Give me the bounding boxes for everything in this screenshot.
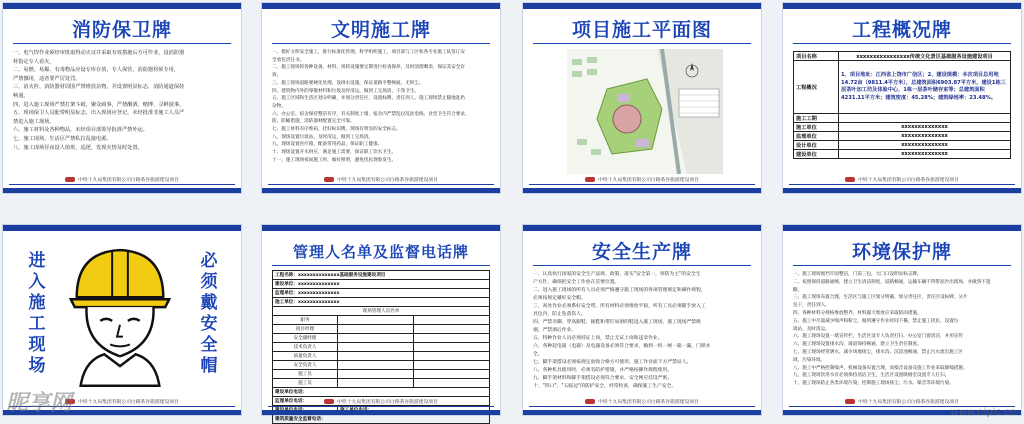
- role-cell: 施工员: [273, 370, 338, 379]
- empty-cell: [338, 334, 414, 343]
- rule-line: 八、施工现场昼夜设人值班，巡逻，发现火情及时处置。: [13, 144, 143, 151]
- company-logo: [585, 177, 595, 182]
- rule-line: 杂物。: [272, 103, 286, 109]
- role-cell: 项目经理: [273, 325, 338, 334]
- rule-line: 一、电气焊作业须经审批取得动火证并采取有效措施后方可作业，设消防器: [13, 50, 185, 56]
- empty-cell: [338, 325, 414, 334]
- table-row: [273, 280, 490, 289]
- rule-line: 包干，责任到人。: [793, 303, 830, 309]
- row-label: 建设单位: [794, 150, 839, 159]
- company-logo: [585, 399, 595, 404]
- row-label: 设计单位: [794, 141, 839, 150]
- board-project-overview: [783, 3, 1021, 193]
- empty-cell: [338, 343, 414, 352]
- list-caption: 现场管理人员名单: [273, 307, 490, 316]
- rule-line: 一、模好文明安全施工，推行标准化管理，科学组织施工，项目部与工区和各专业施工队签订安: [272, 50, 465, 55]
- empty-cell: [413, 370, 489, 379]
- role-cell: 技术负责人: [273, 343, 338, 352]
- board-managers-hotline: [262, 225, 500, 422]
- bottom-band: [783, 188, 1021, 193]
- rule-line: 二、按照保持道路通畅，建立卫生清洁制度，道路畅通，运输车辆不得带泥沙出现场，并做到不遗: [793, 279, 991, 285]
- table-row: [794, 61, 1011, 114]
- rule-line: 六、办公室、宿舍保持整洁有序，有关制度上墙，宿舍内严禁乱拉乱扯电线、食堂卫生符合要求，: [272, 111, 470, 117]
- company-logo: [845, 399, 855, 404]
- rule-line: 域，污染环境。: [793, 357, 826, 363]
- overview-table: [793, 51, 1011, 159]
- footer-text: 中铁十九局集团有限公司白路茶谷旅游建设项目: [78, 178, 179, 183]
- rule-line: 一、施工现场围挡牢固整洁，门前三包，大门口设明显标志牌。: [793, 272, 922, 277]
- rule-line: 二、易燃、易爆、有毒物品应设专库存放，专人保管，消防器材须专用，: [13, 67, 180, 74]
- board-title: 项目施工平面图: [571, 19, 712, 41]
- empty-cell: [413, 379, 489, 388]
- divider: [272, 265, 490, 266]
- rule-line: 烟，严禁酒后作业。: [533, 328, 577, 333]
- rule-line: 三、高处作业必须系好安全带，所有材料必须堆放平稳，所有工具必须随手放入工: [533, 304, 706, 309]
- phone-label: 建设单位电话：: [273, 388, 490, 397]
- rule-line: 七、施工材料有序堆码，挂好标识牌，现场有明显的安全标志。: [272, 127, 401, 133]
- rule-line: 严禁挪用，违者要严厉处罚。: [13, 75, 81, 82]
- table-row: [273, 325, 490, 334]
- rules-text: [533, 271, 751, 391]
- rule-line: 产方针，确保把安全工作放在首要位置。: [533, 280, 620, 285]
- field-label: 建设单位：: [275, 282, 298, 287]
- rule-line: 具包内，防止坠落伤人。: [533, 312, 586, 317]
- rule-line: 八、现场设置垃圾站，及时清运，做到工完场清。: [272, 134, 374, 140]
- divider: [268, 184, 494, 185]
- footer: [523, 176, 761, 183]
- rule-line: 全承包责任书。: [272, 57, 305, 63]
- company-logo: [324, 177, 334, 182]
- divider: [268, 406, 494, 407]
- divider: [789, 184, 1015, 185]
- rule-line: 十一、施工现场夜间施工时，做好照明，避免扰民现象发生。: [272, 157, 397, 163]
- rule-line: 畅通。: [13, 92, 29, 99]
- row-value: [839, 114, 1011, 123]
- field-label: 工程名称：: [275, 273, 298, 278]
- empty-cell: [413, 325, 489, 334]
- company-logo: [324, 399, 334, 404]
- field-value: xxxxxxxxxxxxxx: [297, 282, 340, 287]
- rule-line: 禁进入施工现场。: [13, 118, 55, 125]
- bottom-band: [523, 188, 761, 193]
- table-row: [273, 415, 490, 424]
- rule-line: 五、施工区域和生活区划分明确，并划分责任区，设置标牌，责任到人，施工现场禁止随地乱扔: [272, 96, 465, 102]
- head-cell: [273, 289, 490, 298]
- rule-line: 二、施工现场的各种设备、材料、周转设施要定期进行检查保养，及时清理剩余，保证其安全有: [272, 65, 465, 71]
- footer-text: 中铁十九局集团有限公司白路茶谷旅游建设项目: [337, 400, 438, 405]
- rule-line: 十、现场设置开水供应，满足施工需要，保证职工饮水卫生。: [272, 150, 397, 156]
- rule-line: 一、认真执行国家的安全生产法规、政策，落实"安全第一，预防为主"的安全生: [533, 272, 701, 277]
- rule-line: 四、各种材料分规格堆放整齐，材料露天堆放应采取防雨措施。: [793, 310, 922, 316]
- column-header: 职务: [273, 316, 338, 325]
- head-cell: [273, 280, 490, 289]
- vertical-text-left: 进 入 施 工 现 场: [28, 251, 46, 376]
- rule-line: 九、施工现场饮用水有必须保持清洁卫生，生活区设置吸烟室设置专人打扫。: [793, 373, 950, 379]
- table-row: [794, 150, 1011, 159]
- footer-text: 中铁十九局集团有限公司白路茶谷旅游建设项目: [598, 400, 699, 405]
- footer-text: 中铁十九局集团有限公司白路茶谷旅游建设项目: [78, 400, 179, 405]
- board-civilized-construction: [262, 3, 500, 193]
- field-value: xxxxxxxxxxxxxx基础服务设施建设项目: [297, 273, 386, 278]
- head-cell: [273, 298, 490, 307]
- rule-line: 五、施工中尽量减少噪声和粉尘，做到遵守作业时间下操，禁止施工扰民、设置垃: [793, 318, 959, 324]
- rules-text: [272, 49, 490, 165]
- rule-line: 必须按规定戴好安全帽。: [533, 296, 586, 301]
- table-row: [273, 361, 490, 370]
- divider: [533, 265, 751, 266]
- rule-line: 五、现场保卫人员配带明显标志，出入现场应登记，未经批准非施工人员严: [13, 110, 185, 117]
- footer: [262, 398, 500, 405]
- row-value: xxxxxxxxxxxxxx: [839, 123, 1011, 132]
- divider: [9, 184, 235, 185]
- board-title: 消防保卫牌: [71, 19, 172, 41]
- row-label: 工程概况: [794, 61, 839, 114]
- divider: [272, 43, 490, 44]
- field-label: 监理单位：: [275, 291, 298, 296]
- head-cell: [273, 271, 490, 280]
- empty-cell: [413, 361, 489, 370]
- rule-line: 四、建筑物内外的零散材料和垃圾及时清运，做到工完场清，干净卫生。: [272, 88, 420, 94]
- empty-cell: [338, 352, 414, 361]
- board-title: 文明施工牌: [330, 19, 431, 41]
- rule-line: 三、施工现场布置合理，生活区与施工区划分明确，划分责任区，责任区设标牌，分片: [793, 295, 968, 301]
- empty-cell: [338, 379, 414, 388]
- footer: [523, 398, 761, 405]
- divider: [13, 43, 231, 44]
- table-row: [273, 352, 490, 361]
- empty-cell: [413, 343, 489, 352]
- board-title: 工程概况牌: [851, 19, 952, 41]
- rule-line: 七、施工现场、生活区严禁私拉乱接电源。: [13, 135, 112, 142]
- row-value: xxxxxxxxxxxxxxxx传统文化景区基础服务设施建设项目: [839, 52, 1011, 61]
- rule-line: 圾站，及时清运。: [793, 326, 830, 332]
- divider: [533, 43, 751, 44]
- rule-line: 全。: [533, 352, 543, 357]
- empty-cell: [338, 370, 414, 379]
- worker-portrait-icon: [61, 237, 179, 387]
- table-row: [273, 271, 490, 280]
- row-value: xxxxxxxxxxxxxx: [839, 141, 1011, 150]
- row-value: xxxxxxxxxxxxxx: [839, 150, 1011, 159]
- rule-line: 撒。: [793, 287, 803, 293]
- rule-line: 九、脚手架材料和脚手架搭设必须符合要求，安全网应挂设严密。: [533, 376, 673, 381]
- table-row: [273, 388, 490, 397]
- rule-line: 八、各种机具使用时，必须有防护措施，并严格按操作规程使用。: [533, 368, 673, 373]
- rule-line: 十、"四口"、"五临边"的防护安全，经常检查，确保施工生产安全。: [533, 384, 677, 389]
- table-row: [273, 316, 490, 325]
- table-row: [273, 307, 490, 316]
- rule-line: 三、消火栓、消防器材周围严禁堆放杂物，并设置明显标志，消防通道保持: [13, 84, 185, 91]
- board-environment: [783, 225, 1021, 415]
- watermark-url: www.nipic.cn: [950, 407, 1016, 418]
- row-value: 1、项目地址：江西省上饶市广信区；2、建设规模：本次项目总用地14.72亩（9811.4平方米），总建筑面积6903.87平方米，建设1栋三层茶叶加工坊及体验中心，1栋一层茶叶储存室等；总建筑面积4231.11平方米；建筑密度：45.28%；建筑绿地率：23.48%。: [839, 61, 1011, 114]
- board-fire-security: [3, 3, 241, 193]
- row-label: 项目名称: [794, 52, 839, 61]
- rule-line: 三、施工现场道路要硬化处理，设排水设施，保证道路平整畅通，无积尘。: [272, 80, 424, 86]
- footer: [262, 176, 500, 183]
- bottom-band: [3, 188, 241, 193]
- footer-text: 中铁十九局集团有限公司白路茶谷旅游建设项目: [858, 178, 959, 183]
- table-row: [794, 52, 1011, 61]
- empty-cell: [338, 316, 414, 325]
- row-label: 施工单位: [794, 123, 839, 132]
- company-logo: [65, 177, 75, 182]
- rule-line: 六、各种起电箱（电器）及电器设备必须符合要求，做到一机一闸一箱一漏，门锁并: [533, 344, 711, 349]
- rule-line: 八、施工中严格控制噪声，机械设备布置合理，高噪音设备及施工作业采取降噪措施。: [793, 365, 968, 371]
- table-row: [273, 343, 490, 352]
- field-label: 施工单位：: [275, 300, 298, 305]
- rule-line: 六、施工现场设置一堵宣传栏，生活区设专人负责打扫，办公室门窗清洁，并用宣传: [793, 334, 963, 340]
- watermark: 昵享网: [6, 391, 73, 416]
- row-label: 监理单位: [794, 132, 839, 141]
- bottom-band: [262, 188, 500, 193]
- field-value: xxxxxxxxxxxxxx: [297, 300, 340, 305]
- empty-cell: [413, 352, 489, 361]
- rule-line: 五、特种作业人员必须持证上岗，禁止无证上岗和违章作业。: [533, 336, 663, 341]
- rule-line: 防、防蝇措施，消防器材配置完全可靠。: [272, 119, 355, 125]
- divider: [529, 184, 755, 185]
- board-title: 管理人名单及监督电话牌: [292, 243, 469, 261]
- rule-line: 六、施工现场设置排水沟，坡道保持畅通，建立卫生责任制度。: [793, 342, 922, 348]
- divider: [793, 43, 1011, 44]
- table-row: [794, 141, 1011, 150]
- board-title: 安全生产牌: [591, 241, 692, 263]
- rule-line: 七、施工现场经常洒水，减少场地扬尘，排水沟、沉淀池畅通，禁止污水流出施工区: [793, 349, 963, 355]
- table-row: [794, 132, 1011, 141]
- divider: [793, 265, 1011, 266]
- board-site-plan: [523, 3, 761, 193]
- rule-line: 六、施工材料及各种物品，未经项目部领导批准严禁外运。: [13, 127, 148, 134]
- table-row: [273, 334, 490, 343]
- field-value: xxxxxxxxxxxxxx: [297, 291, 340, 296]
- role-cell: 施工员: [273, 379, 338, 388]
- rules-text: [793, 271, 1011, 388]
- rule-line: 十、施工现场防止各类环境污染，控制施工现场扬尘、污水、噪音等环境污染。: [793, 381, 954, 387]
- role-cell: 安全副经理: [273, 334, 338, 343]
- board-title: 环境保护牌: [851, 241, 952, 263]
- divider: [529, 406, 755, 407]
- footer: [783, 398, 1021, 405]
- phone-label: 建筑质量安全监督电话：: [273, 415, 490, 424]
- site-plan-map: [567, 49, 723, 174]
- rule-line: 四、严禁赤脚、穿高跟鞋、拖鞋和带钉易滑的鞋进入施工现场，施工现场严禁吸: [533, 320, 701, 325]
- rule-line: 效。: [272, 73, 282, 79]
- table-row: [273, 289, 490, 298]
- vertical-text-right: 必 须 戴 安 全 帽: [200, 251, 218, 376]
- bottom-band: [262, 410, 500, 415]
- table-row: [273, 370, 490, 379]
- company-logo: [845, 177, 855, 182]
- rule-line: 四、进入施工现场严禁打架斗殴，聚众闹事，严禁酗酒、赌博、寻衅滋事。: [13, 101, 185, 108]
- role-cell: 安全负责人: [273, 361, 338, 370]
- table-row: [273, 379, 490, 388]
- row-label: 施工工期: [794, 114, 839, 123]
- board-safety-production: [523, 225, 761, 415]
- rule-line: 九、现场设置医疗箱，配备常用药品，保证职工健康。: [272, 142, 383, 148]
- overview-table-wrap: [793, 51, 1011, 159]
- table-row: [794, 123, 1011, 132]
- rule-line: 材指定专人看火。: [13, 58, 55, 65]
- bottom-band: [523, 410, 761, 415]
- phone-label: 监理单位电话：: [273, 397, 490, 406]
- footer-text: 中铁十九局集团有限公司白路茶谷旅游建设项目: [598, 178, 699, 183]
- footer-text: 中铁十九局集团有限公司白路茶谷旅游建设项目: [337, 178, 438, 183]
- footer: [783, 176, 1021, 183]
- empty-cell: [413, 334, 489, 343]
- rule-line: 二、进入施工现场的所有人员必须严格遵守施工现场的各项管理规定和操作规程，: [533, 288, 706, 293]
- footer: [3, 176, 241, 183]
- footer-text: 中铁十九局集团有限公司白路茶谷旅游建设项目: [858, 400, 959, 405]
- role-cell: 质量负责人: [273, 352, 338, 361]
- rule-line: 七、脚手架搭设必须按规定验收合格方可使用，施工作业面下方严禁站人。: [533, 360, 692, 365]
- empty-cell: [338, 361, 414, 370]
- row-value: xxxxxxxxxxxxxx: [839, 132, 1011, 141]
- empty-cell: [413, 316, 489, 325]
- rules-text: [13, 49, 231, 152]
- table-row: [794, 114, 1011, 123]
- table-row: [273, 298, 490, 307]
